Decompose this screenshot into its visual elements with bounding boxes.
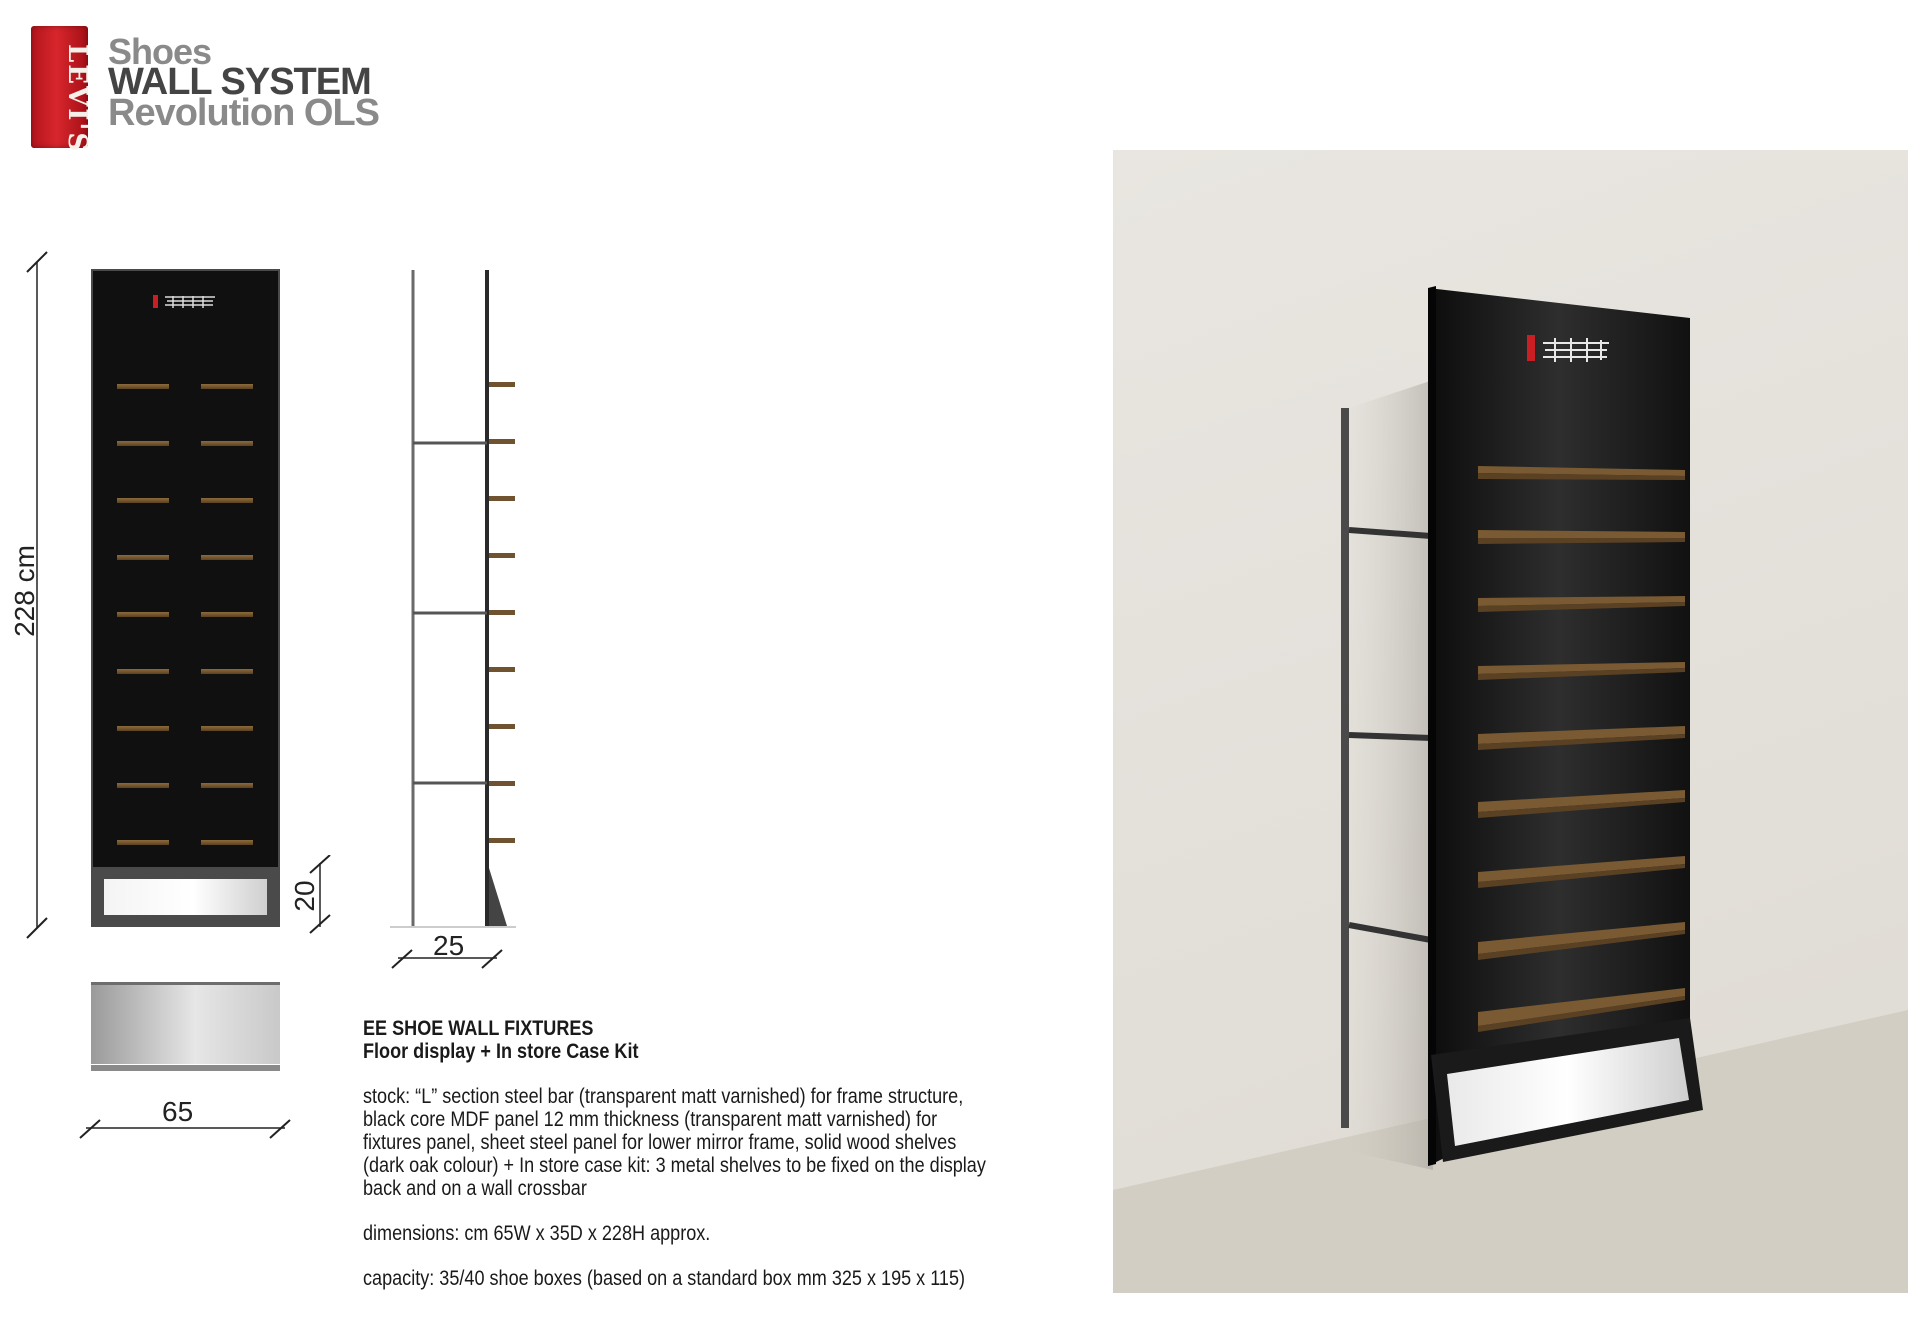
title-line-1: Shoes bbox=[108, 31, 212, 72]
front-shelf bbox=[201, 726, 253, 731]
front-mirror-frame bbox=[93, 867, 278, 925]
height-dimension-label: 228 cm bbox=[9, 545, 40, 637]
front-shelf bbox=[117, 384, 169, 389]
front-shelf bbox=[201, 555, 253, 560]
front-shelf bbox=[201, 783, 253, 788]
front-shelf bbox=[201, 498, 253, 503]
description-heading-2: Floor display + In store Case Kit bbox=[363, 1040, 639, 1063]
plan-view bbox=[91, 982, 280, 1064]
side-elevation bbox=[390, 268, 530, 930]
brand-logo-text: LEVI'S bbox=[62, 44, 92, 154]
description-capacity: capacity: 35/40 shoe boxes (based on a standard box mm 325 x 195 x 115) bbox=[363, 1267, 966, 1290]
description-heading-1: EE SHOE WALL FIXTURES bbox=[363, 1017, 594, 1040]
front-shelf bbox=[201, 384, 253, 389]
front-shelf bbox=[201, 669, 253, 674]
front-shelf bbox=[201, 441, 253, 446]
front-logo-icon bbox=[153, 293, 223, 311]
description-dimensions: dimensions: cm 65W x 35D x 228H approx. bbox=[363, 1222, 711, 1245]
title-line-2: WALL SYSTEM bbox=[108, 61, 371, 103]
front-shelf bbox=[117, 441, 169, 446]
title-line-3: Revolution OLS bbox=[108, 92, 379, 134]
depth-dimension-label: 25 bbox=[433, 930, 465, 961]
front-shelf bbox=[201, 840, 253, 845]
front-shelf bbox=[117, 840, 169, 845]
front-elevation bbox=[91, 269, 280, 927]
front-shelf bbox=[117, 726, 169, 731]
document-title bbox=[108, 31, 379, 134]
fixture-render bbox=[1113, 150, 1908, 1293]
description-stock: stock: “L” section steel bar (transparent matt varnished) for frame structure, black core MDF panel 12 mm thickness (transparent matt varnished) for fixtures panel, sheet steel panel for lower mirror frame, solid wood shelves (dark oak colour) + In store case kit: 3 metal shelves to be fixed on the display back and on a wall crossbar bbox=[363, 1085, 986, 1200]
fixture-description bbox=[363, 1017, 1093, 1290]
front-shelf bbox=[201, 612, 253, 617]
base-height-label: 20 bbox=[289, 880, 320, 912]
front-shelf bbox=[117, 669, 169, 674]
front-shelf bbox=[117, 555, 169, 560]
brand-logo-tag bbox=[31, 26, 92, 154]
front-shelf bbox=[117, 498, 169, 503]
front-mirror bbox=[104, 879, 267, 915]
front-shelf bbox=[117, 612, 169, 617]
width-dimension-label: 65 bbox=[162, 1096, 194, 1127]
front-shelf bbox=[117, 783, 169, 788]
render-scene bbox=[1113, 150, 1908, 1293]
